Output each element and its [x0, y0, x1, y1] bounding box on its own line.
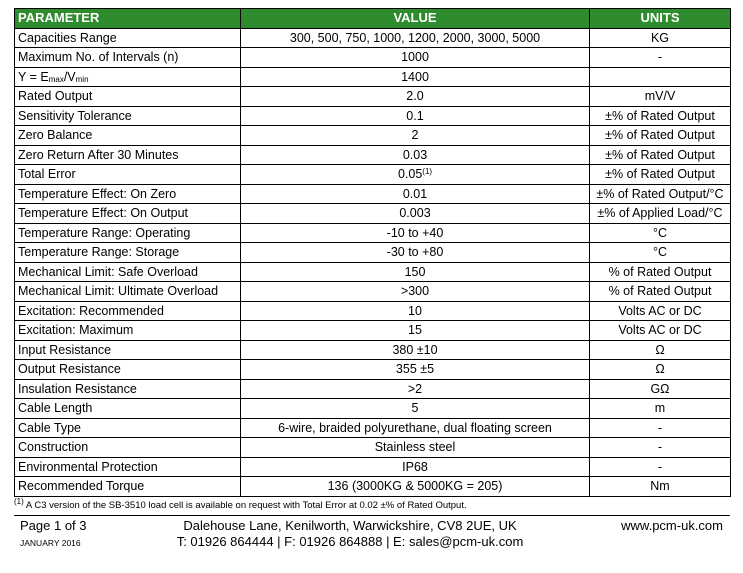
table-row — [15, 477, 731, 497]
units-cell: °C — [590, 243, 731, 263]
table-row — [15, 243, 731, 263]
value-cell: IP68 — [241, 457, 590, 477]
parameter-cell: Mechanical Limit: Safe Overload — [15, 262, 241, 282]
parameter-cell: Temperature Effect: On Output — [15, 204, 241, 224]
value-cell: -10 to +40 — [241, 223, 590, 243]
parameter-cell: Total Error — [15, 165, 241, 185]
table-row — [15, 204, 731, 224]
units-cell: m — [590, 399, 731, 419]
header-parameter: PARAMETER — [15, 9, 241, 29]
table-row — [15, 67, 731, 87]
units-cell: mV/V — [590, 87, 731, 107]
table-row — [15, 262, 731, 282]
footnote-reference: (1) — [422, 167, 433, 177]
table-row — [15, 28, 731, 48]
units-cell: Nm — [590, 477, 731, 497]
parameter-cell: Sensitivity Tolerance — [15, 106, 241, 126]
footnote-text: A C3 version of the SB-3510 load cell is available on request with Total Error at 0.02 ±% of Rated Output. — [23, 500, 467, 511]
value-cell: 1000 — [241, 48, 590, 68]
units-cell: % of Rated Output — [590, 262, 731, 282]
table-row — [15, 418, 731, 438]
parameter-subscript: max — [48, 74, 64, 84]
table-row — [15, 438, 731, 458]
value-cell: 355 ±5 — [241, 360, 590, 380]
value-cell: -30 to +80 — [241, 243, 590, 263]
table-row — [15, 184, 731, 204]
table-row — [15, 165, 731, 185]
table-row — [15, 457, 731, 477]
parameter-subscript: min — [75, 74, 89, 84]
value-cell: 6-wire, braided polyurethane, dual floating screen — [241, 418, 590, 438]
parameter-text: Y = E — [18, 69, 49, 84]
value-cell: 10 — [241, 301, 590, 321]
parameter-cell: Output Resistance — [15, 360, 241, 380]
units-cell: Volts AC or DC — [590, 321, 731, 341]
value-cell: 380 ±10 — [241, 340, 590, 360]
parameter-text: /V — [63, 69, 76, 84]
units-cell — [590, 67, 731, 87]
parameter-cell: Input Resistance — [15, 340, 241, 360]
units-cell: - — [590, 438, 731, 458]
table-row — [15, 106, 731, 126]
table-row — [15, 282, 731, 302]
units-cell: °C — [590, 223, 731, 243]
value-cell: 136 (3000KG & 5000KG = 205) — [241, 477, 590, 497]
units-cell: Ω — [590, 340, 731, 360]
parameter-cell: Zero Return After 30 Minutes — [15, 145, 241, 165]
units-cell: % of Rated Output — [590, 282, 731, 302]
parameter-cell: Environmental Protection — [15, 457, 241, 477]
table-row — [15, 223, 731, 243]
value-cell: 300, 500, 750, 1000, 1200, 2000, 3000, 5000 — [241, 28, 590, 48]
parameter-cell: Recommended Torque — [15, 477, 241, 497]
value-cell: 0.1 — [241, 106, 590, 126]
units-cell: ±% of Rated Output — [590, 165, 731, 185]
parameter-cell: Zero Balance — [15, 126, 241, 146]
table-row — [15, 321, 731, 341]
units-cell: ±% of Rated Output — [590, 106, 731, 126]
parameter-cell: Excitation: Maximum — [15, 321, 241, 341]
parameter-cell: Maximum No. of Intervals (n) — [15, 48, 241, 68]
units-cell: ±% of Applied Load/°C — [590, 204, 731, 224]
value-cell: 2 — [241, 126, 590, 146]
value-cell: 0.03 — [241, 145, 590, 165]
table-row — [15, 340, 731, 360]
parameter-cell — [15, 67, 241, 87]
value-cell: 0.01 — [241, 184, 590, 204]
table-row — [15, 126, 731, 146]
value-cell: 5 — [241, 399, 590, 419]
header-units: UNITS — [590, 9, 731, 29]
table-row — [15, 360, 731, 380]
parameter-cell: Temperature Effect: On Zero — [15, 184, 241, 204]
company-address: Dalehouse Lane, Kenilworth, Warwickshire, CV8 2UE, UK — [183, 518, 517, 533]
parameter-cell: Rated Output — [15, 87, 241, 107]
units-cell: GΩ — [590, 379, 731, 399]
parameter-cell: Excitation: Recommended — [15, 301, 241, 321]
value-cell: Stainless steel — [241, 438, 590, 458]
value-cell: 15 — [241, 321, 590, 341]
value-cell: >2 — [241, 379, 590, 399]
value-text: 0.05 — [397, 167, 423, 182]
parameter-cell: Temperature Range: Operating — [15, 223, 241, 243]
units-cell: KG — [590, 28, 731, 48]
table-header-row — [15, 9, 731, 29]
footnote — [14, 497, 467, 511]
parameter-cell: Insulation Resistance — [15, 379, 241, 399]
table-row — [15, 301, 731, 321]
value-cell: >300 — [241, 282, 590, 302]
parameter-cell: Capacities Range — [15, 28, 241, 48]
document-date: JANUARY 2016 — [20, 538, 81, 548]
header-value: VALUE — [241, 9, 590, 29]
table-row — [15, 145, 731, 165]
units-cell: Volts AC or DC — [590, 301, 731, 321]
parameter-cell: Mechanical Limit: Ultimate Overload — [15, 282, 241, 302]
units-cell: - — [590, 457, 731, 477]
value-cell: 1400 — [241, 67, 590, 87]
table-row — [15, 399, 731, 419]
footnote-marker: (1) — [14, 497, 24, 506]
units-cell: ±% of Rated Output/°C — [590, 184, 731, 204]
parameter-cell: Cable Type — [15, 418, 241, 438]
units-cell: - — [590, 48, 731, 68]
footer-divider — [14, 515, 730, 516]
table-row — [15, 87, 731, 107]
units-cell: - — [590, 418, 731, 438]
units-cell: ±% of Rated Output — [590, 126, 731, 146]
table-row — [15, 379, 731, 399]
parameter-cell: Construction — [15, 438, 241, 458]
value-cell: 2.0 — [241, 87, 590, 107]
units-cell: ±% of Rated Output — [590, 145, 731, 165]
company-contact: T: 01926 864444 | F: 01926 864888 | E: sales@pcm-uk.com — [176, 534, 524, 549]
parameter-cell: Cable Length — [15, 399, 241, 419]
value-cell — [241, 165, 590, 185]
specification-table — [14, 8, 731, 497]
table-row — [15, 48, 731, 68]
value-cell: 0.003 — [241, 204, 590, 224]
page-number: Page 1 of 3 — [20, 518, 87, 533]
company-website[interactable]: www.pcm-uk.com — [621, 518, 723, 533]
parameter-cell: Temperature Range: Storage — [15, 243, 241, 263]
value-cell: 150 — [241, 262, 590, 282]
units-cell: Ω — [590, 360, 731, 380]
